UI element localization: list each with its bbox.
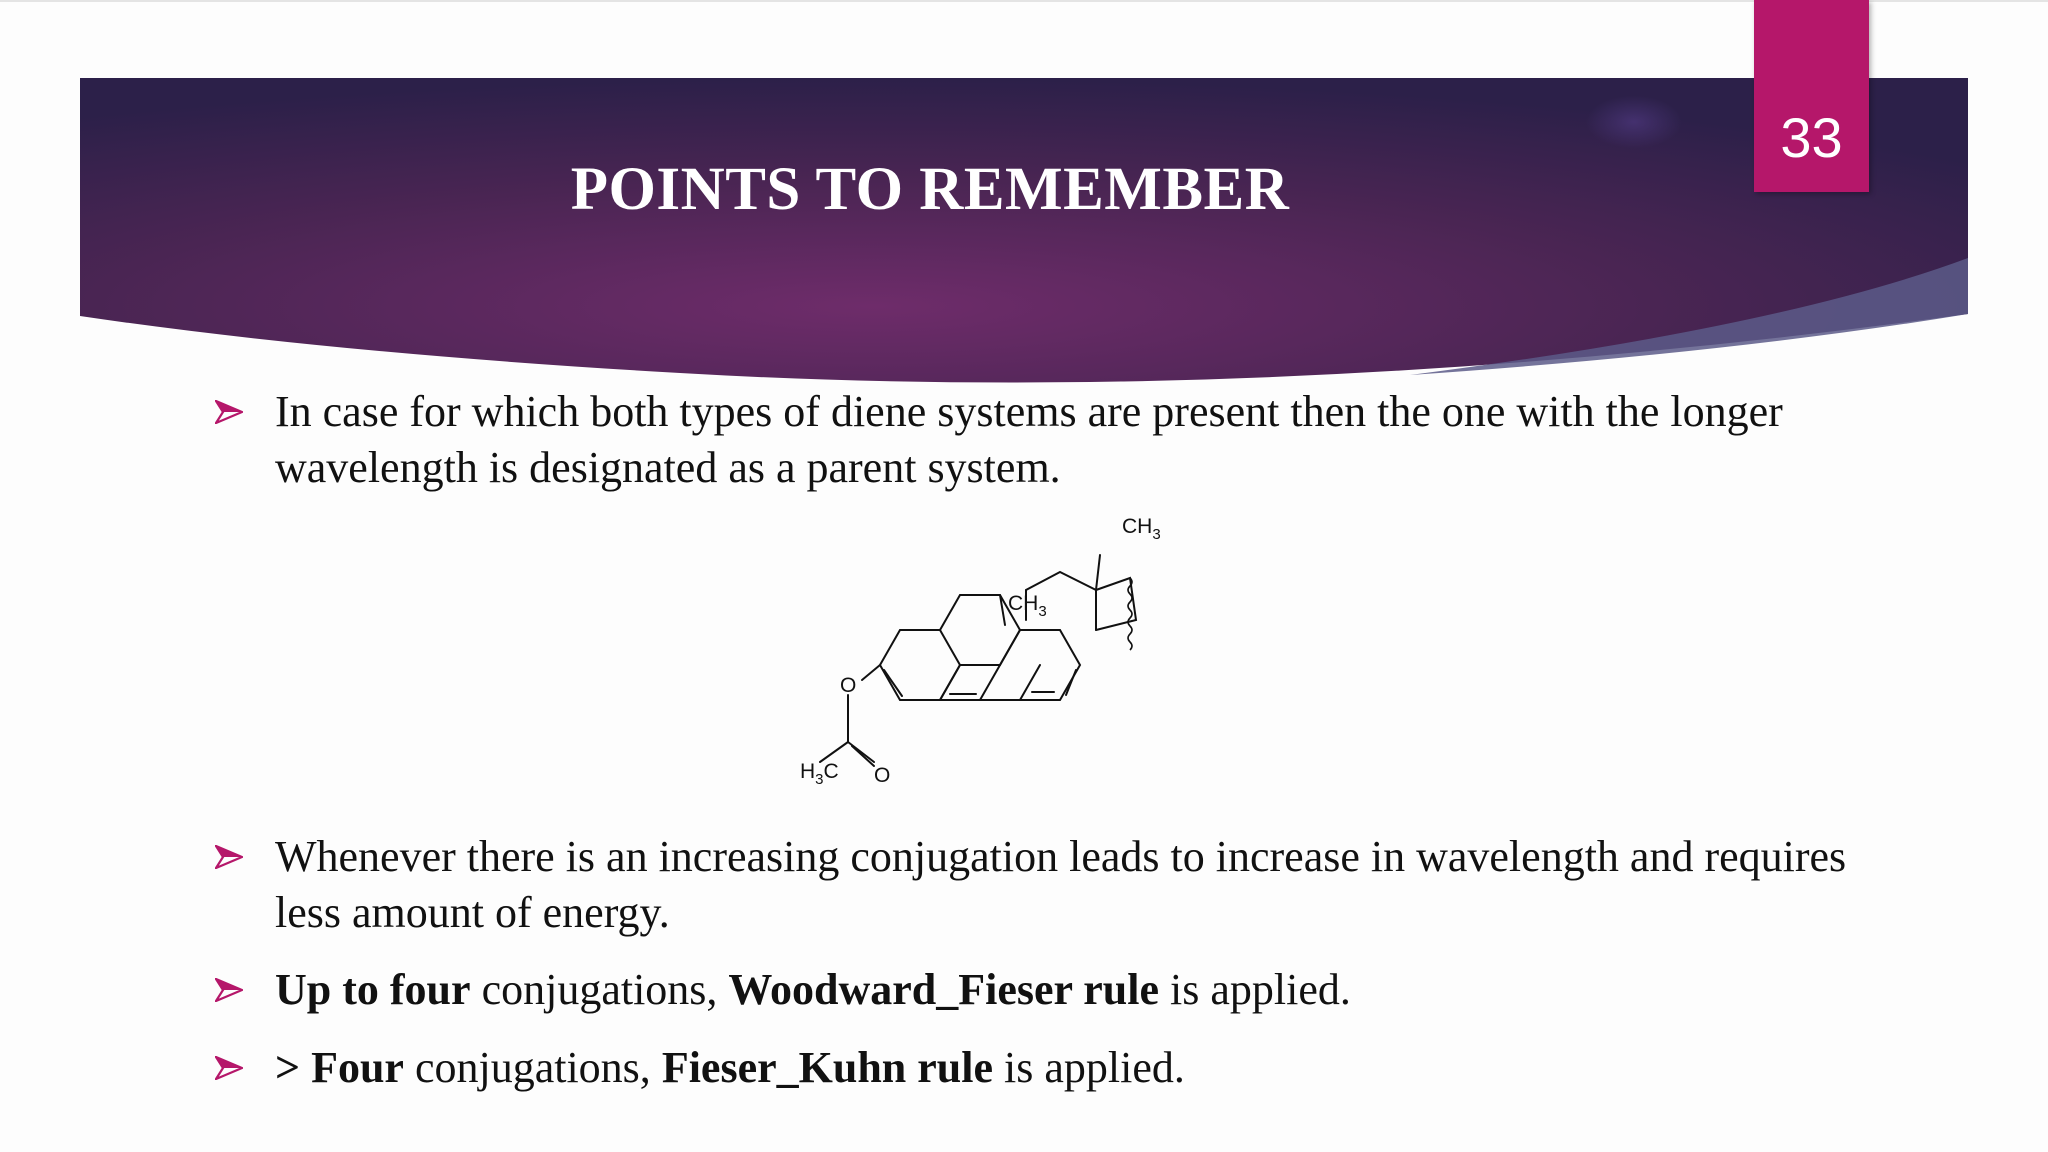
ch3-label: $CH_3$ — [1008, 592, 1047, 620]
bullet-text: In case for which both types of diene systems are present then the one with the longer wavelength is designated as a parent system. — [275, 387, 1783, 492]
page-number: 33 — [1780, 106, 1843, 169]
bullet-text: Whenever there is an increasing conjugation leads to increase in wavelength and requires less amount of energy. — [275, 832, 1847, 937]
arrow-bullet-icon — [215, 978, 243, 1002]
arrow-bullet-icon — [215, 845, 243, 869]
bullet-bold-text: Woodward_Fieser rule — [728, 965, 1160, 1014]
oxygen-label: O — [840, 674, 857, 697]
slide-title: POINTS TO REMEMBER — [570, 156, 1290, 223]
steroid-structure-diagram — [800, 510, 1220, 810]
h3c-label: $H_3C$ — [800, 760, 839, 788]
bullet-bold-text: Up to four — [275, 965, 471, 1014]
bullet-text — [275, 962, 1855, 1018]
bullet-plain-text: is applied. — [1159, 965, 1351, 1014]
arrow-bullet-icon — [215, 400, 243, 424]
bullet-item — [215, 384, 1855, 496]
bullet-bold-text: > Four — [275, 1043, 404, 1092]
bullet-item — [215, 1040, 1855, 1096]
bullet-plain-text: conjugations, — [470, 965, 729, 1014]
bullet-plain-text: is applied. — [993, 1043, 1185, 1092]
bullet-item — [215, 829, 1855, 941]
bullet-text — [275, 1040, 1855, 1096]
bullet-item — [215, 962, 1855, 1018]
bullet-plain-text: conjugations, — [403, 1043, 662, 1092]
oxygen-label: O — [874, 764, 891, 787]
arrow-bullet-icon — [215, 1056, 243, 1080]
bullet-bold-text: Fieser_Kuhn rule — [661, 1043, 994, 1092]
ch3-label: $CH_3$ — [1122, 515, 1161, 543]
